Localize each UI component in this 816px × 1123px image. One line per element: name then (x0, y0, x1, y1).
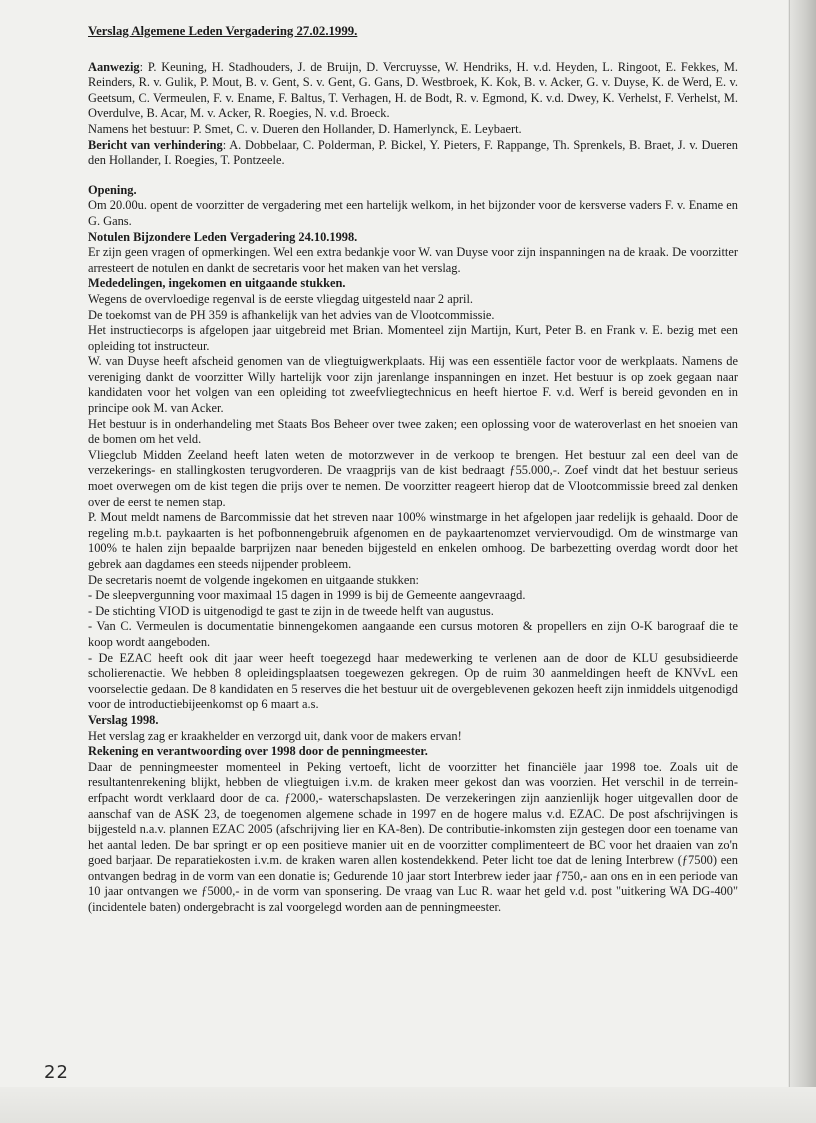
opening-heading: Opening. (88, 182, 137, 197)
opening-text: Om 20.00u. opent de voorzitter de vergadering met een hartelijk welkom, in het bijzonder voor de kersverse vaders F. v. Ename en G. Gans. (88, 198, 738, 228)
announcement-paragraph: Het bestuur is in onderhandeling met Staats Bos Beheer over twee zaken; een oplossing voor de wateroverlast en het snoeien van de bomen om het veld. (88, 416, 738, 447)
announcement-list-item: - Van C. Vermeulen is documentatie binnengekomen aangaande een cursus motoren & propellers en zijn O-K barograaf die te koop wordt aangeboden. (88, 619, 738, 649)
page-bottom-edge (0, 1087, 816, 1123)
attendance-absent (88, 138, 738, 169)
minutes-text: Er zijn geen vragen of opmerkingen. Wel een extra bedankje voor W. van Duyse voor zijn inspanningen na de kraak. De voorzitter arresteert de notulen en dankt de secretaris voor het maken van het verslag. (88, 245, 738, 275)
section-gap (88, 169, 738, 183)
announcement-paragraph: Wegens de overvloedige regenval is de eerste vliegdag uitgesteld naar 2 april. (88, 291, 474, 306)
announcement-paragraph: Het instructiecorps is afgelopen jaar uitgebreid met Brian. Momenteel zijn Martijn, Kurt, Peter B. en Frank v. E. bezig met een opleiding tot instructeur. (88, 323, 738, 353)
announcement-paragraph: De toekomst van de PH 359 is afhankelijk van het advies van de Vlootcommissie. (88, 307, 495, 322)
announcement-list-item: - De EZAC heeft ook dit jaar weer heeft toegezegd haar medewerking te verlenen aan de door de KLU gesubsidieerde scholierenactie. We hebben 8 opleidingsplaatsen toegewezen gekregen. Op de ruim 30 aanmeldingen heeft de KNVvL een voorselectie gedaan. De 8 kandidaten en 5 reserves die het bestuur uit de overgeblevenen gekozen heeft zijn inmiddels uitgenodigd voor de introductiebijeenkomst op 6 maart a.s. (88, 650, 738, 712)
announcement-paragraph: P. Mout meldt namens de Barcommissie dat het streven naar 100% winstmarge in het afgelopen jaar redelijk is gehaald. Door de regeling m.b.t. paykaarten is het pofbonnengebruik afgenomen en de paykaartenomzet verviervoudigd. Om de winstmarge van 100% te halen zijn bepaalde barprijzen naar beneden bijgesteld en enkelen omhoog. De barbezetting overdag wordt door het gebrek aan dagdames een steeds nijpender probleem. (88, 510, 738, 571)
announcements-heading: Mededelingen, ingekomen en uitgaande stukken. (88, 276, 346, 291)
document-title: Verslag Algemene Leden Vergadering 27.02.1999. (88, 24, 358, 38)
minutes-heading: Notulen Bijzondere Leden Vergadering 24.10.1998. (88, 229, 358, 244)
attendance-present (88, 60, 738, 122)
page-edge (789, 0, 790, 1123)
report-text: Het verslag zag er kraakhelder en verzorgd uit, dank voor de makers ervan! (88, 728, 462, 743)
announcement-paragraph: W. van Duyse heeft afscheid genomen van de vliegtuigwerkplaats. Hij was een essentiële factor voor de werkplaats. Namens de vereniging dankt de voorzitter Willy hartelijk voor zijn jarenlange inspanningen en inzet. Het bestuur is op zoek gegaan naar kandidaten voor het volgen van een opleiding tot zweefvliegtechnicus en heeft hiertoe F. v.d. Werf is bereid gevonden en in principe ook M. van Acker. (88, 354, 738, 416)
report-heading: Verslag 1998. (88, 712, 159, 727)
attendance-board: Namens het bestuur: P. Smet, C. v. Dueren den Hollander, D. Hamerlynck, E. Leybaert. (88, 121, 522, 136)
announcement-list-item: - De sleepvergunning voor maximaal 15 dagen in 1999 is bij de Gemeente aangevraagd. (88, 588, 526, 603)
page-fold-shadow (788, 0, 816, 1123)
absent-label: Bericht van verhindering (88, 137, 223, 152)
present-label: Aanwezig (88, 59, 140, 74)
absent-list: : A. Dobbelaar, C. Polderman, P. Bickel, Y. Pieters, F. Rappange, Th. Sprenkels, B. Braet, J. v. Dueren den Hollander, I. Roegies, T. Pontzeele. (88, 137, 739, 168)
accounts-heading: Rekening en verantwoording over 1998 door de penningmeester. (88, 744, 428, 759)
announcement-paragraph: De secretaris noemt de volgende ingekomen en uitgaande stukken: (88, 572, 419, 587)
present-list: : P. Keuning, H. Stadhouders, J. de Bruijn, D. Vercruysse, W. Hendriks, H. v.d. Heyden, L. Ringoot, E. Fekkes, M. Reinders, R. v. Gulik, P. Mout, B. v. Gent, S. v. Gent, G. Gans, D. Westbroek, K. Kok, B. v. Acker, G. v. Duyse, K. de Werd, E. v. Geetsum, C. Vermeulen, F. v. Ename, F. Baltus, T. Verhagen, H. de Bodt, R. v. Egmond, K. v.d. Dwey, K. Verhelst, F. Verhelst, M. Overdulve, B. Acar, M. v. Acker, R. Roegies, N. v.d. Broeck. (88, 59, 738, 121)
accounts-text: Daar de penningmeester momenteel in Peking vertoeft, licht de voorzitter het financiële jaar 1998 toe. Zoals uit de resultantenrekening blijkt, hebben de vliegtuigen i.v.m. de kraken meer gekost dan was voorzien. Het verschil in de terrein- erfpacht wordt verklaard door de ca. ƒ2000,- waterschapslasten. De verzekeringen zijn aanzienlijk hoger uitgevallen door de aanschaf van de ASK 23, de toegenomen algemene schade in 1997 en de hogere malus v.d. EZAC. De post afschrijvingen is bijgesteld n.a.v. plannen EZAC 2005 (afschrijving lier en KA-8en). De contributie-inkomsten zijn gestegen door een toename van het aantal leden. De bar springt er op een positieve manier uit en de voorzitter complimenteert de BC voor het draaien van zo'n goed barjaar. De reparatiekosten i.v.m. de kraken waren allen kostendekkend. Peter licht toe dat de lening Interbrew (ƒ7500) een ontvangen bedrag in de vorm van een donatie is; Gedurende 10 jaar stort Interbrew ieder jaar ƒ750,- aan ons en in een periode van 10 jaar ontvangen we ƒ5000,- in de vorm van sponsering. De vraag van Luc R. waar het geld v.d. post "uitkering WA DG-400" (incidentele baten) ondergebracht is zal voorgelegd worden aan de penningmeester. (88, 759, 738, 915)
announcement-list-item: - De stichting VIOD is uitgenodigd te gast te zijn in de tweede helft van augustus. (88, 603, 494, 618)
page-number: 22 (44, 1062, 69, 1083)
announcement-paragraph: Vliegclub Midden Zeeland heeft laten weten de motorzwever in de verkoop te brengen. Het bestuur zal een deel van de verzekerings- en stallingkosten terugvorderen. De vraagprijs van de kist bedraagt ƒ55.000,-. Zoef vindt dat het bestuur serieus moet overwegen om de kist tegen die prijs over te nemen. De voorzitter reageert hierop dat de Vlootcommissie breed zal denken over de eerst te nemen stap. (88, 447, 738, 509)
document-body (88, 24, 738, 916)
